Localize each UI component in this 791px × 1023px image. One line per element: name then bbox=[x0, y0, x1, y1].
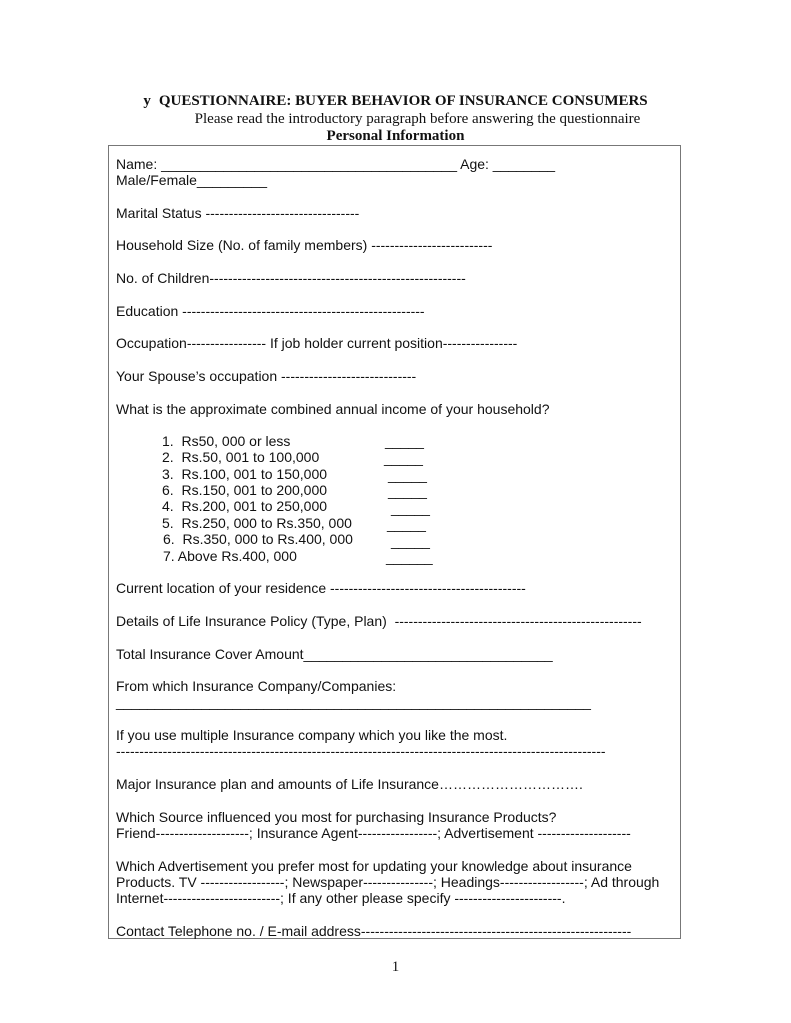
income-option-blank[interactable]: _____ bbox=[388, 467, 427, 483]
gender-field[interactable]: Male/Female_________ bbox=[116, 172, 267, 188]
income-option-label: 3. Rs.100, 001 to 150,000 bbox=[162, 466, 328, 482]
income-option-label: 2. Rs.50, 001 to 100,000 bbox=[162, 449, 320, 465]
source-question: Which Source influenced you most for purchasing Insurance Products? bbox=[116, 809, 557, 825]
instructions-subtitle: Please read the introductory paragraph before answering the questionnaire bbox=[194, 111, 641, 127]
bullet-marker: y bbox=[143, 93, 151, 109]
income-option-blank[interactable]: _____ bbox=[391, 500, 430, 516]
income-option-blank[interactable]: _____ bbox=[391, 533, 430, 549]
education-field[interactable]: Education ---------------------------------------------------- bbox=[116, 303, 425, 319]
cover-amount-field[interactable]: Total Insurance Cover Amount________________________________ bbox=[116, 646, 553, 662]
income-option-label: 6. Rs.350, 000 to Rs.400, 000 bbox=[163, 531, 353, 547]
section-heading-personal-information: Personal Information bbox=[326, 128, 465, 144]
income-option-label: 1. Rs50, 000 or less bbox=[162, 433, 291, 449]
multiple-company-question: If you use multiple Insurance company which you like the most. bbox=[116, 727, 508, 743]
company-question: From which Insurance Company/Companies: bbox=[116, 678, 397, 694]
policy-details-field[interactable]: Details of Life Insurance Policy (Type, Plan) ----------------------------------------------------- bbox=[116, 613, 642, 629]
income-option-label: 7. Above Rs.400, 000 bbox=[163, 548, 297, 564]
page-number: 1 bbox=[391, 959, 400, 975]
children-field[interactable]: No. of Children------------------------------------------------------- bbox=[116, 270, 466, 286]
multiple-company-answer-field[interactable]: --------------------------------------------------------------------------------------------------------- bbox=[116, 743, 606, 759]
income-option-blank[interactable]: _____ bbox=[387, 516, 426, 532]
income-option-blank[interactable]: _____ bbox=[384, 450, 423, 466]
company-answer-field[interactable]: _____________________________________________________________ bbox=[116, 694, 591, 710]
name-age-field[interactable]: Name: ______________________________________ Age: ________ bbox=[116, 156, 556, 172]
income-option-blank[interactable]: _____ bbox=[385, 433, 424, 449]
ad-options-line-2[interactable]: Internet-------------------------; If any other please specify -----------------------. bbox=[116, 890, 566, 906]
spouse-occupation-field[interactable]: Your Spouse’s occupation ----------------------------- bbox=[116, 368, 417, 384]
title-text: QUESTIONNAIRE: BUYER BEHAVIOR OF INSURANCE CONSUMERS bbox=[158, 93, 648, 109]
income-option-label: 6. Rs.150, 001 to 200,000 bbox=[162, 482, 328, 498]
household-size-field[interactable]: Household Size (No. of family members) -------------------------- bbox=[116, 237, 493, 253]
major-plan-field[interactable]: Major Insurance plan and amounts of Life Insurance…………………………. bbox=[116, 776, 583, 792]
contact-field[interactable]: Contact Telephone no. / E-mail address---------------------------------------------------------- bbox=[116, 923, 632, 939]
income-option-blank[interactable]: _____ bbox=[388, 483, 427, 499]
income-option-label: 4. Rs.200, 001 to 250,000 bbox=[162, 498, 328, 514]
questionnaire-title bbox=[0, 93, 791, 110]
income-question: What is the approximate combined annual income of your household? bbox=[116, 401, 550, 417]
ad-options-line-1[interactable]: Products. TV ------------------; Newspaper---------------; Headings------------------; Ad through bbox=[116, 874, 660, 890]
ad-question: Which Advertisement you prefer most for updating your knowledge about insurance bbox=[116, 858, 632, 874]
income-option-blank[interactable]: ______ bbox=[386, 549, 433, 565]
income-option-label: 5. Rs.250, 000 to Rs.350, 000 bbox=[162, 515, 352, 531]
marital-status-field[interactable]: Marital Status --------------------------------- bbox=[116, 205, 360, 221]
source-options-field[interactable]: Friend--------------------; Insurance Agent-----------------; Advertisement -------------------- bbox=[116, 825, 631, 841]
residence-field[interactable]: Current location of your residence ------------------------------------------ bbox=[116, 580, 526, 596]
occupation-field[interactable]: Occupation----------------- If job holder current position---------------- bbox=[116, 335, 518, 351]
